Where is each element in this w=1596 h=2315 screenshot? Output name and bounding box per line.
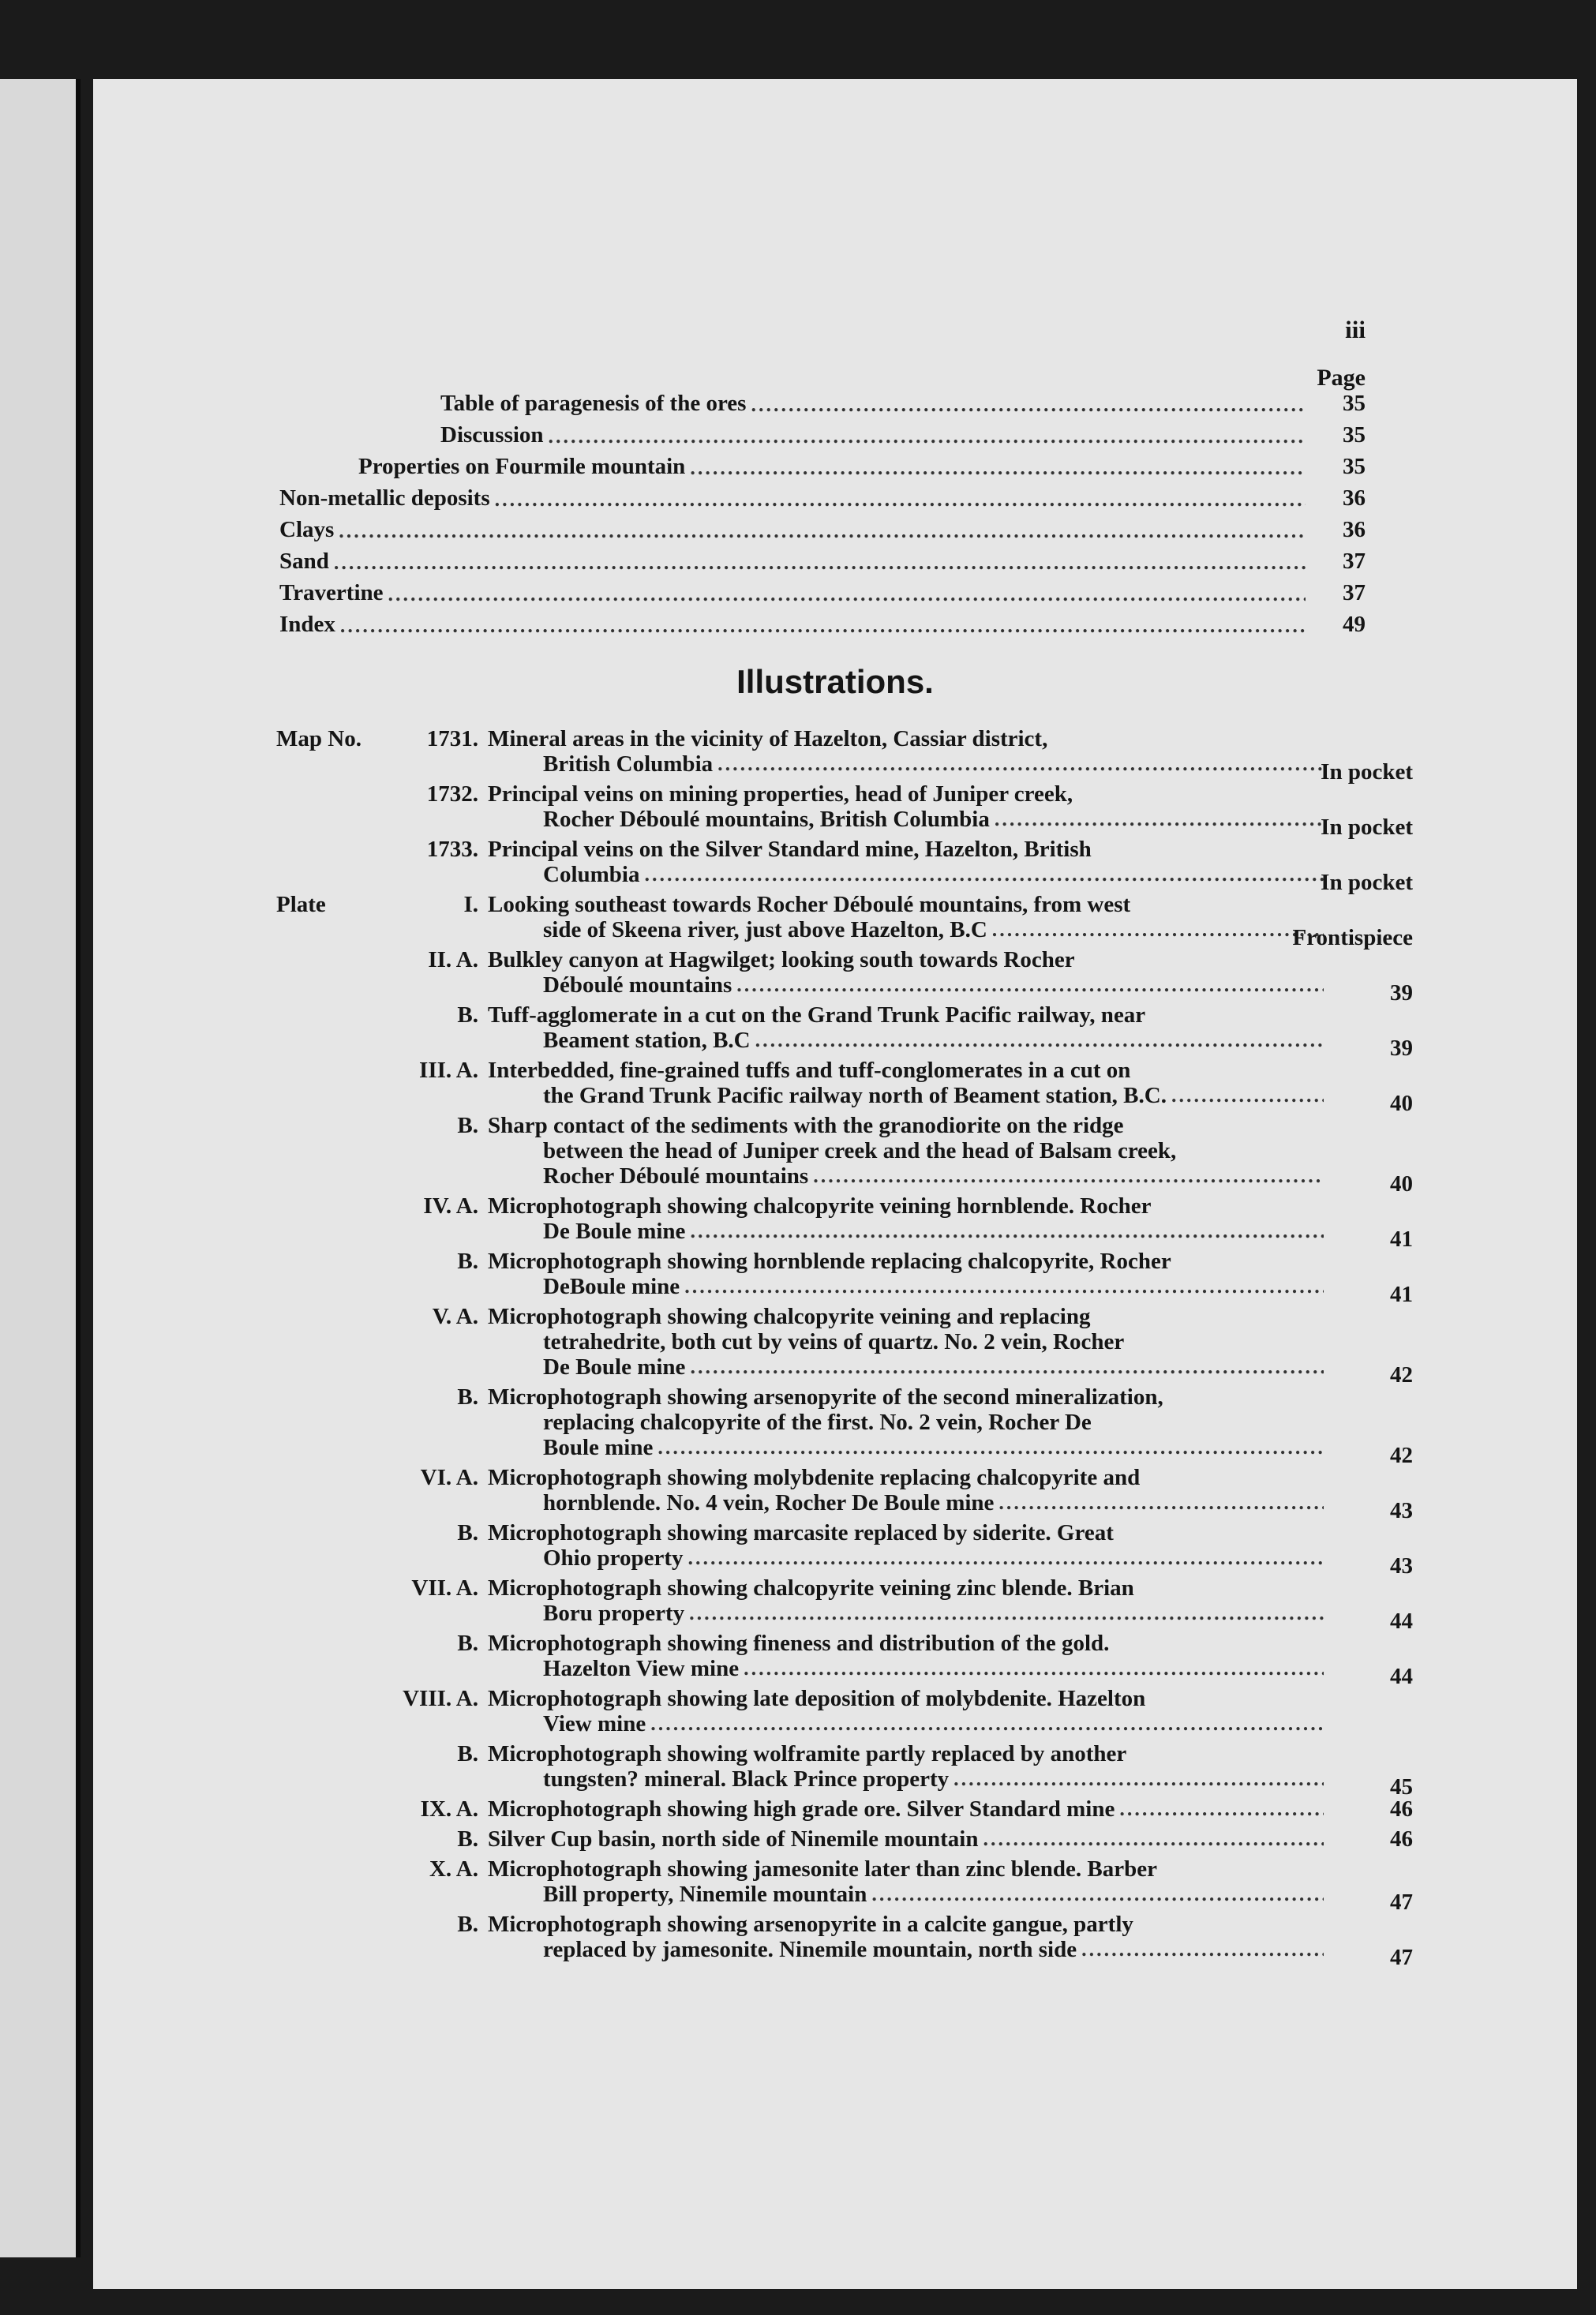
toc-page: 35 bbox=[1343, 391, 1366, 416]
toc-page: 36 bbox=[1343, 517, 1366, 542]
illustration-caption-line: DeBoule mine bbox=[543, 1274, 680, 1299]
illustration-number: I. bbox=[463, 892, 478, 917]
toc-page: 37 bbox=[1343, 580, 1366, 605]
toc-page: 37 bbox=[1343, 549, 1366, 574]
illustration-number: 1733. bbox=[426, 837, 478, 862]
illustration-caption-line: Beament station, B.C bbox=[543, 1028, 751, 1053]
illustration-caption-line: Interbedded, fine-grained tuffs and tuff-conglomerates in a cut on bbox=[488, 1058, 1131, 1083]
adjacent-page-edge bbox=[0, 79, 81, 2257]
illustration-number: VI. A. bbox=[420, 1465, 478, 1490]
illustration-page: 39 bbox=[1390, 1036, 1413, 1061]
illustration-page: 42 bbox=[1390, 1443, 1413, 1468]
illustration-page: 43 bbox=[1390, 1553, 1413, 1579]
illustration-page: 45 bbox=[1390, 1774, 1413, 1800]
illustration-number: 1731. bbox=[426, 726, 478, 751]
dot-leader bbox=[751, 393, 1306, 417]
illustration-number: IV. A. bbox=[423, 1193, 478, 1219]
toc-label: Sand bbox=[279, 549, 329, 574]
toc-label: Discussion bbox=[440, 422, 544, 448]
illustration-caption-line: hornblende. No. 4 vein, Rocher De Boule mine bbox=[543, 1490, 995, 1515]
toc-page: 35 bbox=[1343, 454, 1366, 479]
illustration-page: Frontispiece bbox=[1292, 925, 1413, 950]
illustration-caption-line: Silver Cup basin, north side of Ninemile mountain bbox=[488, 1826, 979, 1852]
toc-row bbox=[93, 575, 1366, 606]
toc-label: Travertine bbox=[279, 580, 384, 605]
illustration-caption-line: Principal veins on mining properties, head of Juniper creek, bbox=[488, 781, 1073, 807]
illustration-caption-line: Microphotograph showing fineness and distribution of the gold. bbox=[488, 1631, 1110, 1656]
toc-row bbox=[93, 417, 1366, 448]
toc-page: 35 bbox=[1343, 422, 1366, 448]
toc-page: 36 bbox=[1343, 485, 1366, 511]
document-page bbox=[93, 79, 1577, 2289]
illustration-page: 41 bbox=[1390, 1227, 1413, 1252]
illustration-caption-line: Microphotograph showing hornblende replacing chalcopyrite, Rocher bbox=[488, 1249, 1171, 1274]
illustration-number: VIII. A. bbox=[403, 1686, 478, 1711]
illustration-caption-line: De Boule mine bbox=[543, 1354, 686, 1380]
illustration-caption-line: Looking southeast towards Rocher Déboulé mountains, from west bbox=[488, 892, 1131, 917]
page-column-header: Page bbox=[1317, 365, 1366, 391]
page-number: iii bbox=[1345, 316, 1366, 343]
illustration-number: VII. A. bbox=[411, 1575, 478, 1601]
dot-leader bbox=[495, 488, 1306, 511]
toc-row bbox=[93, 448, 1366, 480]
illustration-caption-line: Microphotograph showing wolframite partly replaced by another bbox=[488, 1741, 1127, 1766]
illustration-caption-line: replaced by jamesonite. Ninemile mountain, north side bbox=[543, 1937, 1077, 1962]
illustration-caption-line: Microphotograph showing molybdenite replacing chalcopyrite and bbox=[488, 1465, 1141, 1490]
illustration-page: In pocket bbox=[1321, 870, 1413, 895]
illustration-page: 41 bbox=[1390, 1282, 1413, 1307]
illustration-caption-line: the Grand Trunk Pacific railway north of Beament station, B.C. bbox=[543, 1083, 1167, 1108]
illustration-caption-line: De Boule mine bbox=[543, 1219, 686, 1244]
illustration-number: B. bbox=[457, 1384, 478, 1410]
illustration-caption-line: tetrahedrite, both cut by veins of quartz. No. 2 vein, Rocher bbox=[543, 1329, 1125, 1354]
illustration-caption-line: Bulkley canyon at Hagwilget; looking south towards Rocher bbox=[488, 947, 1075, 972]
illustration-caption-line: replacing chalcopyrite of the first. No. 2 vein, Rocher De bbox=[543, 1410, 1092, 1435]
illustration-number: III. A. bbox=[419, 1058, 478, 1083]
illustration-page: 47 bbox=[1390, 1945, 1413, 1970]
illustration-number: B. bbox=[457, 1002, 478, 1028]
dot-leader bbox=[339, 519, 1306, 543]
illustration-caption-line: Microphotograph showing chalcopyrite veining hornblende. Rocher bbox=[488, 1193, 1152, 1219]
illustration-caption-line: Microphotograph showing jamesonite later than zinc blende. Barber bbox=[488, 1856, 1157, 1882]
illustration-page: In pocket bbox=[1321, 759, 1413, 785]
illustration-page: 46 bbox=[1390, 1826, 1413, 1852]
illustration-number: X. A. bbox=[429, 1856, 478, 1882]
illustration-prefix: Plate bbox=[276, 892, 326, 917]
illustration-prefix: Map No. bbox=[276, 726, 362, 751]
illustration-caption-line: between the head of Juniper creek and the head of Balsam creek, bbox=[543, 1138, 1177, 1163]
illustration-caption-line: Rocher Déboulé mountains bbox=[543, 1163, 809, 1189]
illustration-caption-line: Microphotograph showing arsenopyrite in a calcite gangue, partly bbox=[488, 1912, 1133, 1937]
illustration-page: 44 bbox=[1390, 1664, 1413, 1689]
illustration-caption-line: Principal veins on the Silver Standard mine, Hazelton, British bbox=[488, 837, 1092, 862]
illustration-caption-line: Microphotograph showing late deposition of molybdenite. Hazelton bbox=[488, 1686, 1146, 1711]
toc-page: 49 bbox=[1343, 612, 1366, 637]
illustration-page: In pocket bbox=[1321, 815, 1413, 840]
illustration-number: IX. A. bbox=[420, 1796, 478, 1822]
illustration-caption-line: Microphotograph showing high grade ore. Silver Standard mine bbox=[488, 1796, 1115, 1822]
illustration-number: B. bbox=[457, 1912, 478, 1937]
illustration-number: B. bbox=[457, 1826, 478, 1852]
illustration-caption-line: British Columbia bbox=[543, 751, 714, 777]
illustration-caption-line: Mineral areas in the vicinity of Hazelton, Cassiar district, bbox=[488, 726, 1048, 751]
illustration-number: V. A. bbox=[432, 1304, 478, 1329]
illustration-caption-line: Columbia bbox=[543, 862, 640, 887]
illustration-caption-line: Sharp contact of the sediments with the granodiorite on the ridge bbox=[488, 1113, 1124, 1138]
illustration-caption-line: Microphotograph showing chalcopyrite veining zinc blende. Brian bbox=[488, 1575, 1134, 1601]
illustration-number: B. bbox=[457, 1249, 478, 1274]
illustration-number: B. bbox=[457, 1741, 478, 1766]
dot-leader bbox=[650, 1711, 1324, 1736]
illustration-page: 42 bbox=[1390, 1362, 1413, 1388]
illustration-page: 47 bbox=[1390, 1890, 1413, 1915]
section-title: Illustrations. bbox=[736, 663, 934, 700]
toc-label: Index bbox=[279, 612, 335, 637]
illustration-caption-line: Microphotograph showing marcasite replaced by siderite. Great bbox=[488, 1520, 1114, 1545]
dot-leader bbox=[388, 582, 1306, 606]
illustration-page: 40 bbox=[1390, 1171, 1413, 1197]
illustration-number: II. A. bbox=[428, 947, 478, 972]
toc-row bbox=[93, 511, 1366, 543]
illustration-caption-line: View mine bbox=[543, 1711, 646, 1736]
toc-label: Properties on Fourmile mountain bbox=[358, 454, 686, 479]
illustration-caption-line: Bill property, Ninemile mountain bbox=[543, 1882, 867, 1907]
illustration-caption-line: tungsten? mineral. Black Prince property bbox=[543, 1766, 950, 1792]
illustration-caption-line: side of Skeena river, just above Hazelton, B.C bbox=[543, 917, 987, 942]
toc-label: Clays bbox=[279, 517, 335, 542]
toc-label: Non-metallic deposits bbox=[279, 485, 490, 511]
illustration-number: B. bbox=[457, 1113, 478, 1138]
toc-row bbox=[93, 606, 1366, 638]
illustration-page: 44 bbox=[1390, 1609, 1413, 1634]
illustration-page: 43 bbox=[1390, 1498, 1413, 1523]
illustration-page: 46 bbox=[1390, 1796, 1413, 1822]
illustration-caption-line: Microphotograph showing arsenopyrite of the second mineralization, bbox=[488, 1384, 1163, 1410]
illustration-caption-line: Boule mine bbox=[543, 1435, 654, 1460]
illustration-page: 40 bbox=[1390, 1091, 1413, 1116]
illustration-number: 1732. bbox=[426, 781, 478, 807]
illustration-caption-line: Hazelton View mine bbox=[543, 1656, 740, 1681]
illustration-caption-line: Rocher Déboulé mountains, British Columbia bbox=[543, 807, 990, 832]
toc-label: Table of paragenesis of the ores bbox=[440, 391, 747, 416]
illustration-caption-line: Boru property bbox=[543, 1601, 685, 1626]
dot-leader bbox=[690, 456, 1306, 480]
illustration-caption-line: Tuff-agglomerate in a cut on the Grand Trunk Pacific railway, near bbox=[488, 1002, 1146, 1028]
illustration-caption-line: Ohio property bbox=[543, 1545, 684, 1571]
dot-leader bbox=[340, 614, 1306, 638]
dot-leader bbox=[334, 551, 1306, 575]
illustration-number: B. bbox=[457, 1631, 478, 1656]
toc-row bbox=[93, 480, 1366, 511]
toc-row bbox=[93, 543, 1366, 575]
illustration-caption-line: Microphotograph showing chalcopyrite veining and replacing bbox=[488, 1304, 1091, 1329]
illustration-number: B. bbox=[457, 1520, 478, 1545]
illustration-page: 39 bbox=[1390, 980, 1413, 1006]
illustration-caption-line: Déboulé mountains bbox=[543, 972, 732, 998]
toc-row bbox=[93, 385, 1366, 417]
dot-leader bbox=[549, 425, 1306, 448]
